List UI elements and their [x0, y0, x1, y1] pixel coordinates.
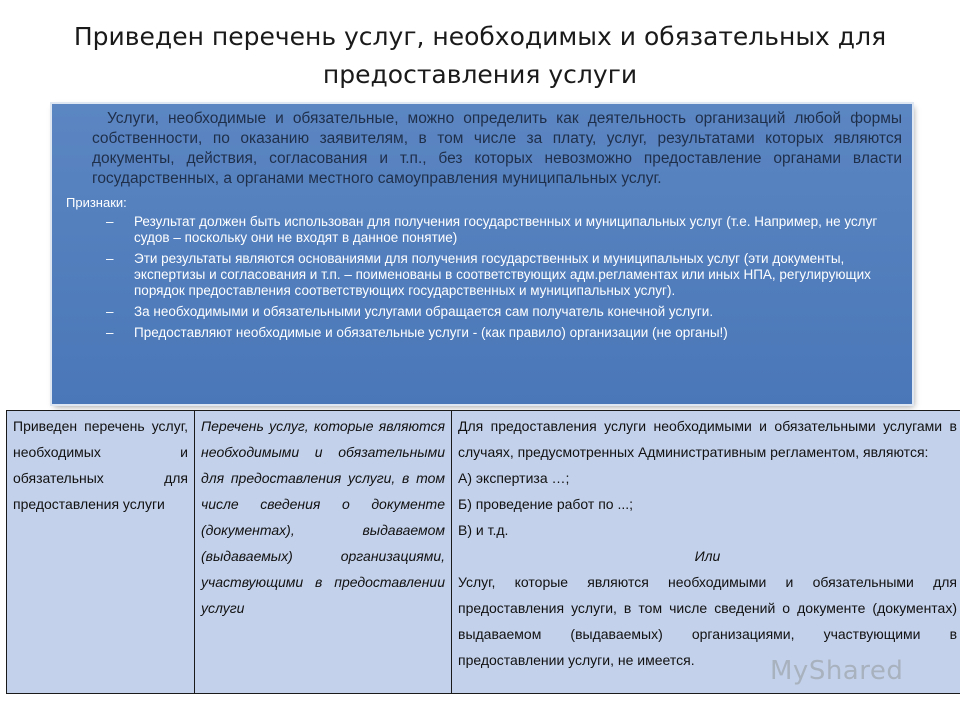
signs-label: Признаки:	[66, 195, 127, 210]
definition-text: Услуги, необходимые и обязательные, можно определить как деятельность организаций любой формы собственности, по оказанию заявителям, в том числе за плату, услуг, результатами которых являются документы, действия, согласования и т.п., без которых невозможно предоставление органами власти государственных, а органами местного самоуправления муниципальных услуг.	[92, 110, 902, 187]
list-item: – Эти результаты являются основаниями для получения государственных и муниципальных услуг (эти документы, экспертизы и согласования и т.п. – поименованы в соответствующих адм.регламентах или иных НПА, регулирующих порядок предоставления соответствующих государственных и муниципальных услуг).	[106, 251, 871, 298]
services-table	[6, 410, 960, 694]
table-row	[7, 411, 960, 694]
watermark-logo: MyShared	[770, 656, 904, 686]
table-cell-example: Для предоставления услуги необходимыми и обязательными услугами в случаях, предусмотренных Административным регламентом, являются: А) экспертиза …; Б) проведение работ по ...; В) и т.д. Или Услуг, которые являются необходимыми и обязательными для предоставления услуги, в том числе сведений о документе (документах) выдаваемом (выдаваемых) организациями, участвующими в предоставлении услуги, не имеется.	[452, 411, 960, 694]
page-title: Приведен перечень услуг, необходимых и обязательных для предоставления услуги	[73, 22, 887, 89]
table-cell-list: Перечень услуг, которые являются необходимыми и обязательными для предоставления услуги, в том числе сведения о документе (документах), выдаваемом (выдаваемых) организациями, участвующими в предоставлении услуги	[195, 411, 452, 694]
table-cell-heading: Приведен перечень услуг, необходимых и обязательных для предоставления услуги	[7, 411, 195, 694]
list-item: – За необходимыми и обязательными услугами обращается сам получатель конечной услуги.	[106, 304, 714, 319]
list-item: – Предоставляют необходимые и обязательные услуги - (как правило) организации (не органы!)	[106, 325, 728, 340]
list-item: – Результат должен быть использован для получения государственных и муниципальных услуг (т.е. Например, не услуг судов – поскольку они не входят в данное понятие)	[106, 214, 878, 245]
definition-box	[52, 104, 912, 404]
signs-list	[62, 214, 902, 341]
